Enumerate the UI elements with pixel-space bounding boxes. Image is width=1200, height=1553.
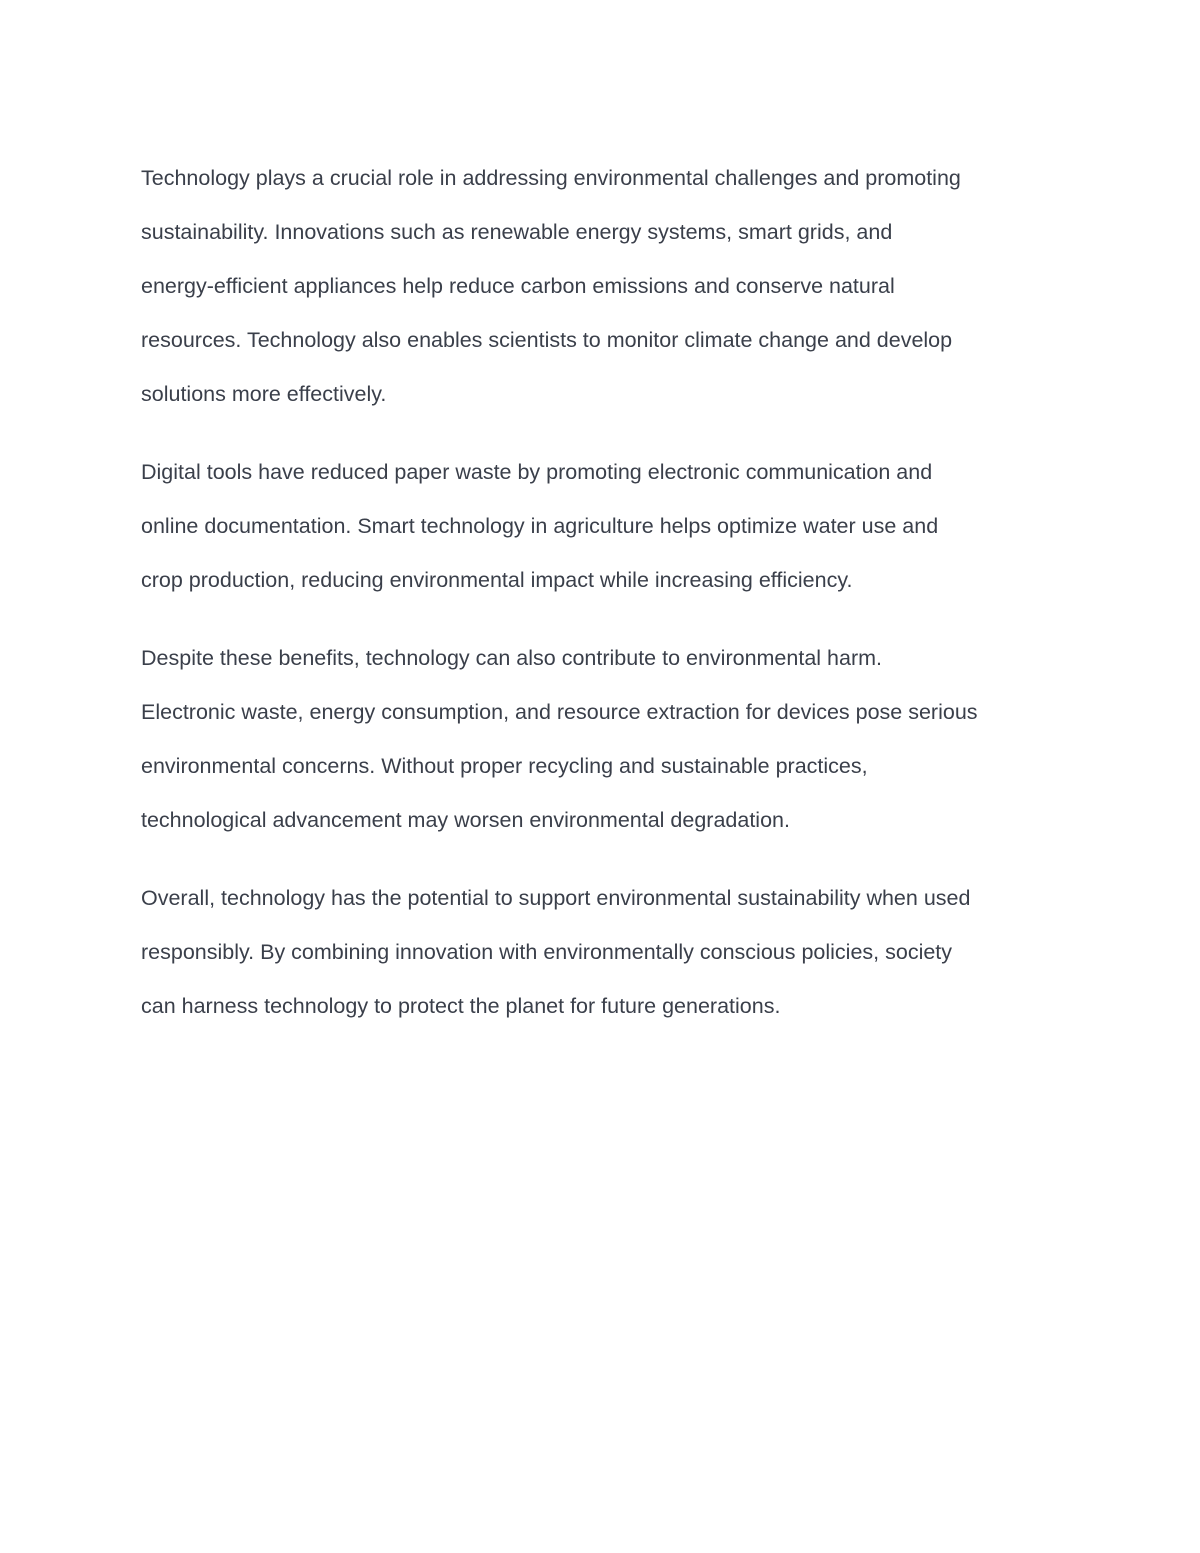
paragraph-line: environmental concerns. Without proper recycling and sustainable practices, [141, 754, 868, 778]
paragraph-line: energy-efficient appliances help reduce carbon emissions and conserve natural [141, 274, 895, 298]
paragraph-line: solutions more effectively. [141, 382, 387, 406]
paragraph-line: can harness technology to protect the planet for future generations. [141, 994, 781, 1018]
paragraph-2 [141, 445, 1071, 607]
paragraph-1 [141, 151, 1071, 421]
paragraph-line: Despite these benefits, technology can also contribute to environmental harm. [141, 646, 882, 670]
paragraph-line: Technology plays a crucial role in addressing environmental challenges and promoting [141, 166, 961, 190]
paragraph-line: Overall, technology has the potential to support environmental sustainability when used [141, 886, 971, 910]
paragraph-line: online documentation. Smart technology in agriculture helps optimize water use and [141, 514, 939, 538]
paragraph-line: resources. Technology also enables scientists to monitor climate change and develop [141, 328, 953, 352]
paragraph-4 [141, 871, 1071, 1033]
paragraph-line: technological advancement may worsen environmental degradation. [141, 808, 790, 832]
document-body [141, 151, 1071, 1057]
paragraph-line: responsibly. By combining innovation with environmentally conscious policies, society [141, 940, 953, 964]
paragraph-3 [141, 631, 1071, 847]
paragraph-line: Electronic waste, energy consumption, and resource extraction for devices pose serious [141, 700, 978, 724]
paragraph-line: crop production, reducing environmental impact while increasing efficiency. [141, 568, 853, 592]
paragraph-line: sustainability. Innovations such as renewable energy systems, smart grids, and [141, 220, 893, 244]
paragraph-line: Digital tools have reduced paper waste by promoting electronic communication and [141, 460, 933, 484]
